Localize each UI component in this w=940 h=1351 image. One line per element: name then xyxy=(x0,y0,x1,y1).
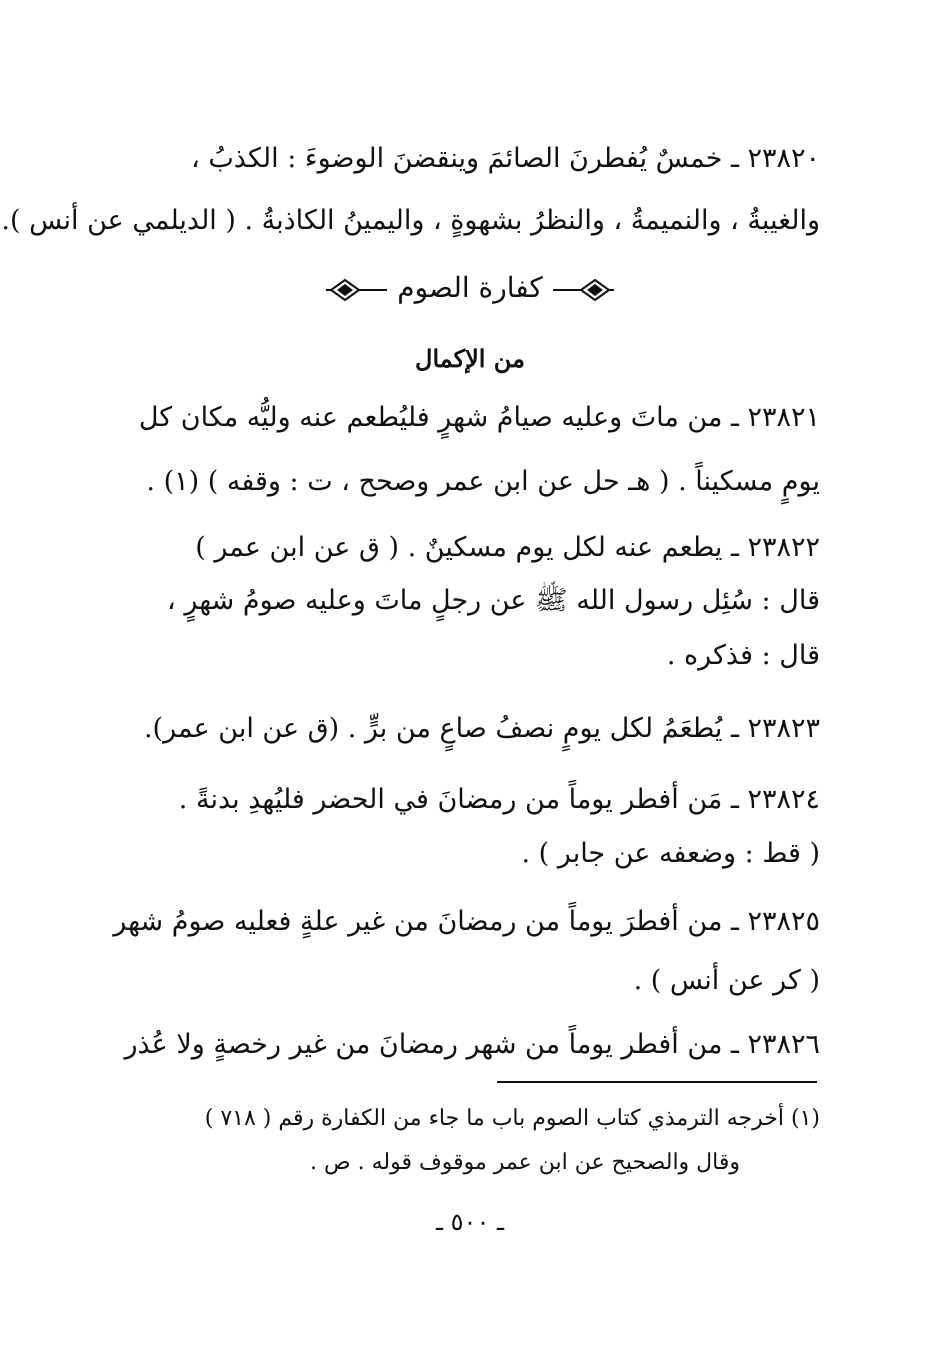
footnote-divider xyxy=(497,1081,817,1083)
entry-23824-line-1: ٢٣٨٢٤ ـ مَن أفطر يوماً من رمضانَ في الحضر فليُهدِ بدنةً . xyxy=(178,784,820,815)
subheading: من الإكمال xyxy=(415,344,525,373)
entry-23821-line-1: ٢٣٨٢١ ـ من ماتَ وعليه صيامُ شهرٍ فليُطعم عنه وليُّه مكان كل xyxy=(138,402,820,433)
entry-23822-line-1: ٢٣٨٢٢ ـ يطعم عنه لكل يوم مسكينٌ . ( ق عن ابن عمر ) xyxy=(195,532,820,563)
entry-23821-line-2: يومٍ مسكيناً . ( هـ حل عن ابن عمر وصحح ، ت : وقفه ) (١) . xyxy=(146,466,820,497)
footnote-line-2: وقال والصحيح عن ابن عمر موقوف قوله . ص . xyxy=(310,1150,740,1175)
entry-23822-line-3: قال : فذكره . xyxy=(666,640,820,671)
page-number: ـ ٥٠٠ ـ xyxy=(435,1208,504,1236)
entry-23825-line-1: ٢٣٨٢٥ ـ من أفطرَ يوماً من رمضانَ من غير علةٍ فعليه صومُ شهر xyxy=(113,906,820,937)
entry-23822-line-2: قال : سُئِل رسول الله ﷺ عن رجلٍ ماتَ وعليه صومُ شهرٍ ، xyxy=(167,585,820,616)
entry-23820-line-2: والغيبةُ ، والنميمةُ ، والنظرُ بشهوةٍ ، واليمينُ الكاذبةُ . ( الديلمي عن أنس ). xyxy=(1,205,820,236)
right-ornament-icon xyxy=(551,277,615,303)
entry-23825-line-2: ( كر عن أنس ) . xyxy=(633,965,820,996)
section-heading xyxy=(100,262,840,314)
entry-23824-line-2: ( قط : وضعفه عن جابر ) . xyxy=(521,838,820,869)
section-heading-title: كفارة الصوم xyxy=(397,271,543,304)
left-ornament-icon xyxy=(325,277,389,303)
footnote-line-1: (١) أخرجه الترمذي كتاب الصوم باب ما جاء من الكفارة رقم ( ٧١٨ ) xyxy=(204,1106,820,1131)
entry-23823-line-1: ٢٣٨٢٣ ـ يُطعَمُ لكل يومٍ نصفُ صاعٍ من برٍّ . (ق عن ابن عمر). xyxy=(143,713,820,744)
entry-23826-line-1: ٢٣٨٢٦ ـ من أفطر يوماً من شهر رمضانَ من غير رخصةٍ ولا عُذر xyxy=(124,1029,820,1060)
entry-23820-line-1: ٢٣٨٢٠ ـ خمسٌ يُفطرنَ الصائمَ وينقضنَ الوضوءَ : الكذبُ ، xyxy=(191,143,820,174)
